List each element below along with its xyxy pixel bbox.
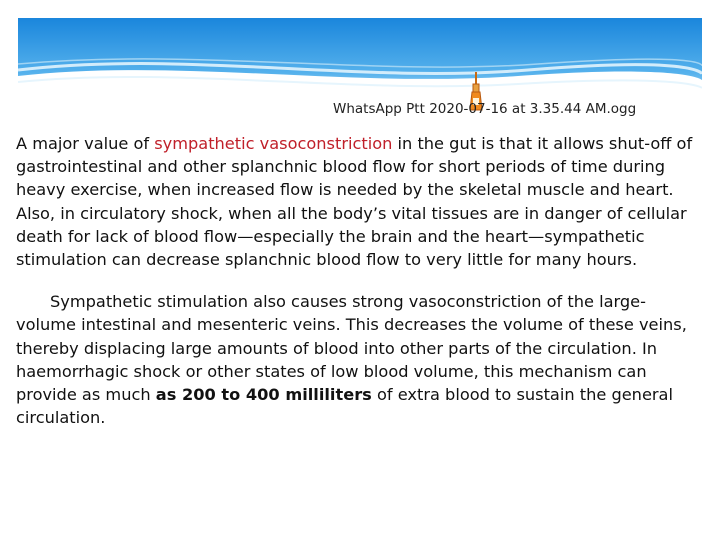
slide-body (16, 132, 700, 429)
paragraph-1-intro: A major value of (16, 134, 155, 153)
paragraph-2 (16, 290, 700, 429)
audio-file-label[interactable]: WhatsApp Ptt 2020-07-16 at 3.35.44 AM.ogg (333, 101, 637, 117)
highlight-blood-volume: as 200 to 400 milliliters (155, 385, 372, 405)
highlight-sympathetic-vasoconstriction: sympathetic vasoconstriction (154, 134, 393, 153)
paragraph-1 (16, 132, 700, 271)
paragraph-1-body: in the gut is that it allows shut-off of gastrointestinal and other splanchnic blood flow for short periods of time during heavy exercise, when increased flow is needed by the skeletal muscle and heart. Also, in circulatory shock, when all the body’s vital tissues are in danger of cellular death for lack of blood flow—especially the brain and the heart—sympathetic stimulation can decrease splanchnic blood flow to very little for many hours. (16, 134, 693, 270)
paragraph-2-intro: Sympathetic stimulation also causes strong vasoconstriction of the large-volume intestinal and mesenteric veins. This decreases the volume of these veins, thereby displacing large amounts of blood into other parts of the circulation. In haemorrhagic shock or other states of low blood volume, this mechanism can provide as much (16, 292, 687, 405)
paragraph-2-body: of extra blood to sustain the general circulation. (16, 385, 673, 428)
